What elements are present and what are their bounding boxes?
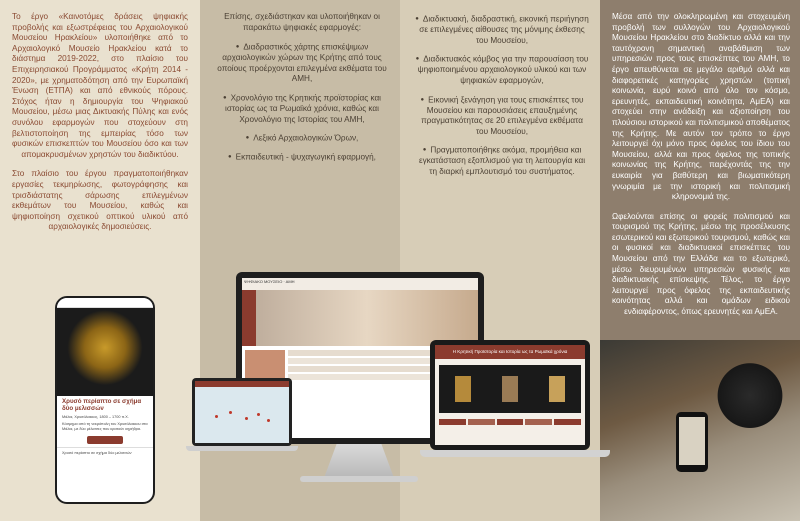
list-item: ● Πραγματοποιήθηκε ακόμα, προμήθεια και εγκατάσταση εξοπλισμού για τη λειτουργία και τη διαρκή εμπλουτισμό του συστήματος. — [414, 145, 590, 177]
phone-audio-player[interactable]: Χρυσό περίαπτο σε σχήμα δύο μελισσών — [57, 447, 153, 457]
timeline-header: Η Κρητική Προϊστορία και Ιστορία ως τα Ρωμαϊκά χρόνια — [435, 345, 585, 359]
site-header: ΨΗΦΙΑΚΟ ΜΟΥΣΕΙΟ · ΑΜΗ — [242, 278, 478, 290]
laptop-base — [186, 446, 298, 451]
phone-exhibit-title: Χρυσό περίαπτο σε σχήμα δύο μελισσών — [62, 398, 142, 412]
tablet-mockup — [430, 340, 590, 450]
bull-head-rhyton-image — [714, 356, 786, 428]
timeline-screen — [435, 345, 585, 445]
benefits-paragraph: Μέσα από την ολοκληρωμένη και στοχευμένη προβολή των συλλογών του Αρχαιολογικού Μουσείου Ηρακλείου στο διαδίκτυο αλλά και την ταυτόχρονη σημαντική αναβάθμιση των υπηρεσιών προς τους επισκέπτες του ΑΜΗ, το έργο απευθύνεται σε μεγάλο αριθμό αλλά και διαφορετικές κατηγορίες χρηστών (τοπική κοινωνία, ευρύ κοινό από όλο τον κόσμο, ερευνητές, εκπαιδευτική κοινότητα, ΑμΕΑ) και στοχεύει στην ανάδειξη και αξιοποίηση του πλούσιου ιστορικού και πολιτισμικού αποθέματος της Κρήτης. Με αυτόν τον τρόπο το έργο λειτουργεί όχι μόνο προς όφελος του ίδιου του Μουσείου, αλλά και προς όφελος της τοπικής κοινωνίας της Κρήτης, παρέχοντάς της την ευκαιρία για βαθύτερη και βιωματικότερη γνωριμία με την ιστορική και πολιτισμική κληρονομιά της. — [612, 12, 790, 202]
bee-pendant-image — [57, 308, 153, 396]
virtual-tour-image — [256, 290, 478, 346]
handheld-phone-image — [676, 412, 708, 472]
documentation-paragraph: Στο πλαίσιο του έργου πραγματοποιήθηκαν εργασίες τεκμηρίωσης, φωτογράφησης και τρισδιάστατης σάρωσης επιλεγμένων εκθεμάτων του Μουσείου, καθώς και ψηφιοποίηση σχετικού οπτικού υλικού από αρχαιολογικές δημοσιεύσεις. — [12, 169, 188, 232]
list-item: ● Λεξικό Αρχαιολογικών Όρων, — [212, 133, 392, 144]
applications-list — [212, 42, 392, 163]
laptop-mockup — [192, 378, 292, 446]
beneficiaries-paragraph: Ωφελούνται επίσης οι φορείς πολιτισμού και τουρισμού της Κρήτης, μέσω της προσέλκυσης εσωτερικού και εξωτερικού τουρισμού, καθώς και οι φυσικοί και διαδικτυακοί επισκέπτες του Μουσείου από την Ελλάδα και το εξωτερικό, μέσω διευρυμένων υπηρεσιών φυσικής και διαδικτυακής επίσκεψης. Τέλος, το έργο λειτουργεί προς όφελος της εκπαιδευτικής κοινότητας αλλά και ομάδων ειδικού ενδιαφέροντος, όπως ερευνητές και ΑμΕΑ. — [612, 211, 790, 317]
map-screen — [195, 381, 289, 443]
list-item: ● Χρονολόγιο της Κρητικής προϊστορίας και ιστορίας ως τα Ρωμαϊκά χρόνια, καθώς και Χρονολόγιο της Ιστορίας του ΑΜΗ, — [212, 93, 392, 125]
phone-exhibit-subtitle: Μάλια, Χρυσόλακκος, 1800 – 1700 π.Χ. — [62, 415, 129, 419]
timeline-gallery — [439, 365, 581, 413]
applications-intro: Επίσης, σχεδιάστηκαν και υλοποιήθηκαν οι παρακάτω ψηφιακές εφαρμογές: — [224, 12, 380, 32]
list-item: ● Διαδικτυακός κόμβος για την παρουσίαση του ψηφιοποιημένου αρχαιολογικού υλικού και των ψηφιακών εφαρμογών, — [414, 54, 590, 86]
applications-list-2 — [414, 14, 590, 178]
interactive-map — [195, 387, 289, 443]
intro-paragraph: Το έργο «Καινοτόμες δράσεις ψηφιακής προβολής και εξωστρέφειας του Αρχαιολογικού Μουσείου Ηρακλείου» υλοποιήθηκε από το Αρχαιολογικό Μουσείο Ηρακλείου κατά το διάστημα 2019-2022, στο πλαίσιο του Επιχειρησιακού Προγράμματος «Κρήτη 2014 - 2020», με χρηματοδότηση από την Ευρωπαϊκή Ένωση (ΕΤΠΑ) και από εθνικούς πόρους. Στόχος ήταν η δημιουργία του Ψηφιακού Μουσείου, μέσω μιας Δικτυακής Πύλης και ενός συνόλου εφαρμογών που στοχεύουν στη βελτιστοποίηση της εμπειρίας τόσο των φυσικών επισκεπτών του Μουσείου όσο και των απομακρυσμένων χρηστών του διαδικτύου. — [12, 12, 188, 159]
phone-exhibit-text: Κόσμημα από τη νεκρόπολη του Χρυσόλακκου στα Μάλια, με δύο μέλισσες που κρατούν κηρήθρα. — [62, 422, 148, 431]
list-item: ● Εικονική ξενάγηση για τους επισκέπτες του Μουσείου και παρουσιάσεις επαυξημένης πραγματικότητας σε 20 επιλεγμένα εκθέματα του Μουσείου, — [414, 95, 590, 138]
list-item: ● Εκπαιδευτική - ψυχαγωγική εφαρμογή, — [212, 152, 392, 163]
list-item: ● Διαδραστικός χάρτης επισκέψιμων αρχαιολογικών χώρων της Κρήτης από τους οποίους προέρχονται επιλεγμένα εκθέματα του ΑΜΗ, — [212, 42, 392, 85]
list-item: ● Διαδικτυακή, διαδραστική, εικονική περιήγηση σε επιλεγμένες αίθουσες της μόνιμης έκθεσης του Μουσείου, — [414, 14, 590, 46]
phone-mockup — [55, 296, 155, 504]
monitor-base — [300, 476, 418, 482]
tablet-base — [420, 450, 610, 457]
phone-read-more-button[interactable] — [87, 436, 123, 444]
